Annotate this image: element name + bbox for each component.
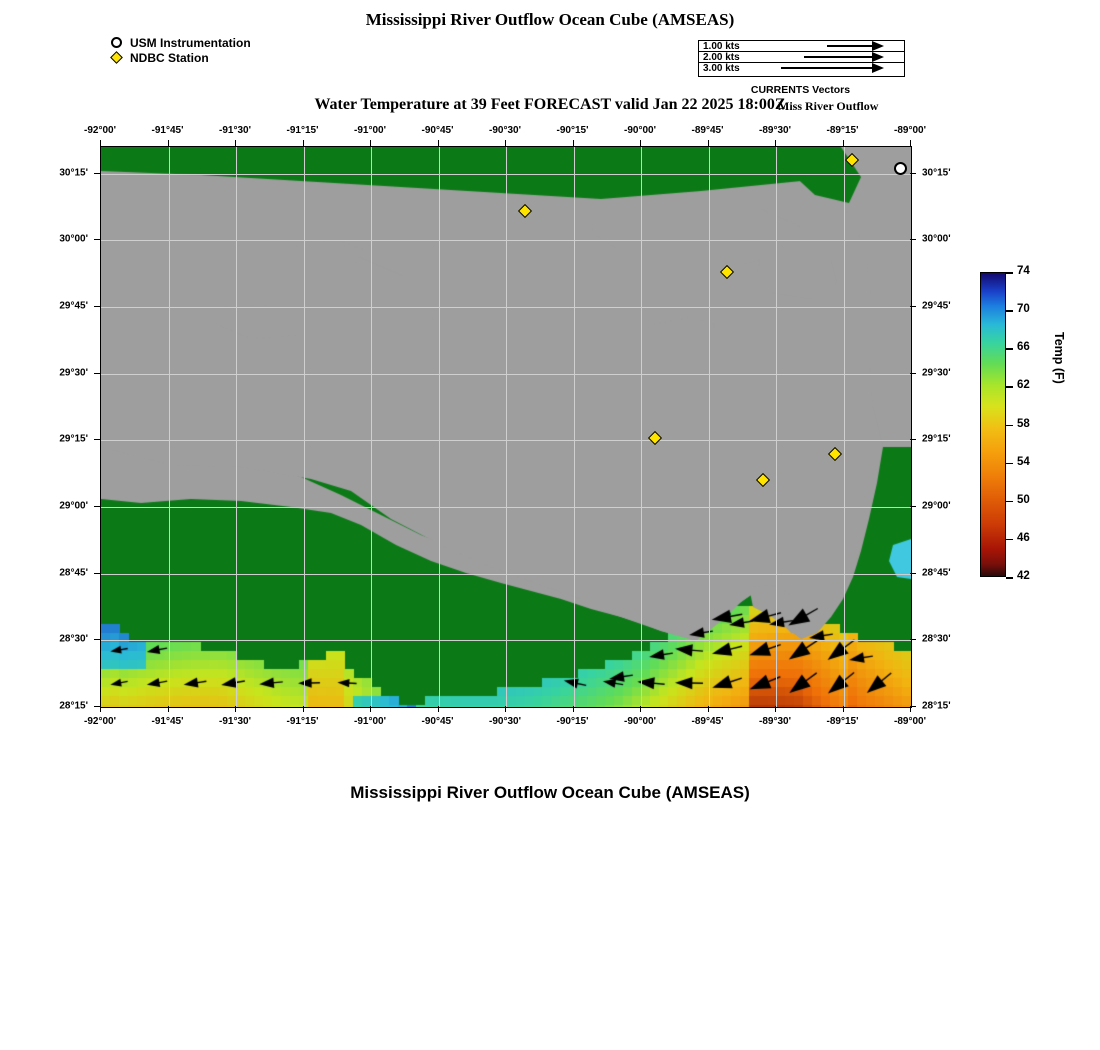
lon-axis-label: -91°00' — [354, 125, 386, 136]
lat-axis-label: 30°00' — [922, 233, 951, 245]
usm-instrumentation-marker[interactable] — [894, 162, 907, 175]
vector-key-row-3 — [699, 63, 904, 74]
lon-axis-label: -90°30' — [489, 716, 521, 727]
lat-axis-label: 30°15' — [922, 167, 951, 179]
legend-item-usm — [110, 36, 251, 51]
colorbar-tick-label: 50 — [1017, 493, 1030, 506]
gridline-vertical — [304, 147, 305, 707]
lon-axis-label: -89°45' — [691, 716, 724, 727]
lat-axis-label: 29°00' — [59, 500, 88, 512]
gridline-vertical — [844, 147, 845, 707]
colorbar-tick — [1006, 272, 1013, 274]
gridline-horizontal — [101, 174, 911, 175]
vector-arrow-shaft-3 — [781, 67, 872, 69]
colorbar-tick-label: 54 — [1017, 455, 1030, 468]
lon-axis-label: -91°45' — [151, 716, 184, 727]
lon-axis-label: -89°45' — [691, 125, 724, 136]
vector-arrow-shaft-2 — [804, 56, 872, 58]
lat-axis-label: 28°30' — [59, 633, 88, 645]
gridline-vertical — [641, 147, 642, 707]
vector-arrow-head-2 — [872, 52, 884, 62]
colorbar-tick-label: 66 — [1017, 341, 1030, 354]
gridline-horizontal — [101, 240, 911, 241]
legend-label-ndbc: NDBC Station — [130, 51, 209, 65]
colorbar-tick-label: 46 — [1017, 531, 1030, 544]
gridline-horizontal — [101, 574, 911, 575]
vector-key-label-1: 1.00 kts — [703, 41, 740, 52]
lon-axis-label: -90°15' — [556, 716, 589, 727]
legend-label-usm: USM Instrumentation — [130, 36, 251, 50]
vector-arrow-shaft-1 — [827, 45, 872, 47]
colorbar-gradient — [980, 272, 1006, 577]
colorbar-tick — [1006, 463, 1013, 465]
lon-axis-label: -90°15' — [556, 125, 589, 136]
lat-axis-label: 29°45' — [922, 300, 951, 312]
colorbar-tick — [1006, 310, 1013, 312]
gridline-horizontal — [101, 507, 911, 508]
lat-axis-label: 29°15' — [59, 433, 88, 445]
gridline-vertical — [371, 147, 372, 707]
lon-axis-label: -91°30' — [219, 125, 251, 136]
colorbar-tick — [1006, 577, 1013, 579]
lon-axis-label: -90°45' — [421, 125, 454, 136]
lat-axis-label: 28°45' — [922, 567, 951, 579]
lon-axis-label: -89°30' — [759, 716, 791, 727]
colorbar-tick — [1006, 386, 1013, 388]
lon-axis-label: -89°15' — [826, 125, 859, 136]
colorbar-title: Temp (F) — [1052, 332, 1066, 384]
vector-key-label-3: 3.00 kts — [703, 63, 740, 74]
lat-axis-label: 30°00' — [59, 233, 88, 245]
gridline-vertical — [236, 147, 237, 707]
lon-axis-label: -90°00' — [624, 716, 656, 727]
lon-axis-label: -89°30' — [759, 125, 791, 136]
currents-vectors-caption: CURRENTS Vectors — [750, 84, 851, 96]
lon-axis-label: -89°00' — [894, 125, 926, 136]
lat-axis-label: 28°45' — [59, 567, 88, 579]
gridline-vertical — [506, 147, 507, 707]
vector-scale-key — [698, 40, 905, 77]
gridline-vertical — [709, 147, 710, 707]
colorbar-tick-label: 70 — [1017, 303, 1030, 316]
colorbar-tick — [1006, 501, 1013, 503]
lat-axis-label: 29°30' — [922, 367, 951, 379]
page-title: Mississippi River Outflow Ocean Cube (AMSEAS) — [365, 10, 735, 29]
lat-axis-label: 29°00' — [922, 500, 951, 512]
colorbar-tick-label: 42 — [1017, 570, 1030, 582]
gridline-horizontal — [101, 440, 911, 441]
legend-item-ndbc — [110, 51, 251, 66]
miss-river-outflow-label: Miss River Outflow — [778, 99, 879, 113]
gridline-horizontal — [101, 640, 911, 641]
vector-arrow-head-3 — [872, 63, 884, 73]
lat-axis-label: 28°15' — [59, 700, 88, 712]
colorbar-tick-label: 74 — [1017, 265, 1030, 277]
colorbar-tick-label: 62 — [1017, 379, 1030, 392]
colorbar-tick-label: 58 — [1017, 417, 1030, 430]
lon-axis-label: -92°00' — [84, 716, 116, 727]
map-subtitle: Water Temperature at 39 Feet FORECAST valid Jan 22 2025 18:00Z — [314, 96, 786, 113]
lon-axis-label: -91°30' — [219, 716, 251, 727]
lat-axis-label: 29°30' — [59, 367, 88, 379]
lat-axis-label: 28°15' — [922, 700, 951, 712]
vector-key-row-1 — [699, 41, 904, 52]
map-plot[interactable] — [100, 146, 912, 708]
gridline-vertical — [776, 147, 777, 707]
diamond-icon — [110, 51, 128, 66]
footer-title: Mississippi River Outflow Ocean Cube (AMSEAS) — [350, 783, 750, 802]
vector-key-row-2 — [699, 52, 904, 63]
lon-axis-label: -90°00' — [624, 125, 656, 136]
lon-axis-label: -91°15' — [286, 125, 319, 136]
lon-axis-label: -89°15' — [826, 716, 859, 727]
colorbar — [980, 265, 1080, 582]
gridline-horizontal — [101, 307, 911, 308]
lon-axis-label: -91°00' — [354, 716, 386, 727]
lon-axis-label: -89°00' — [894, 716, 926, 727]
lat-axis-label: 30°15' — [59, 167, 88, 179]
lat-axis-label: 29°45' — [59, 300, 88, 312]
colorbar-tick — [1006, 348, 1013, 350]
vector-key-label-2: 2.00 kts — [703, 52, 740, 63]
gridline-vertical — [169, 147, 170, 707]
gridline-vertical — [439, 147, 440, 707]
lon-axis-label: -90°45' — [421, 716, 454, 727]
lon-axis-label: -92°00' — [84, 125, 116, 136]
colorbar-tick — [1006, 425, 1013, 427]
map-legend — [110, 36, 251, 66]
lat-axis-label: 29°15' — [922, 433, 951, 445]
gridline-vertical — [574, 147, 575, 707]
lon-axis-label: -91°45' — [151, 125, 184, 136]
colorbar-tick — [1006, 539, 1013, 541]
circle-icon — [110, 36, 128, 51]
vector-arrow-head-1 — [872, 41, 884, 51]
lon-axis-label: -90°30' — [489, 125, 521, 136]
lon-axis-label: -91°15' — [286, 716, 319, 727]
gridline-horizontal — [101, 374, 911, 375]
lat-axis-label: 28°30' — [922, 633, 951, 645]
